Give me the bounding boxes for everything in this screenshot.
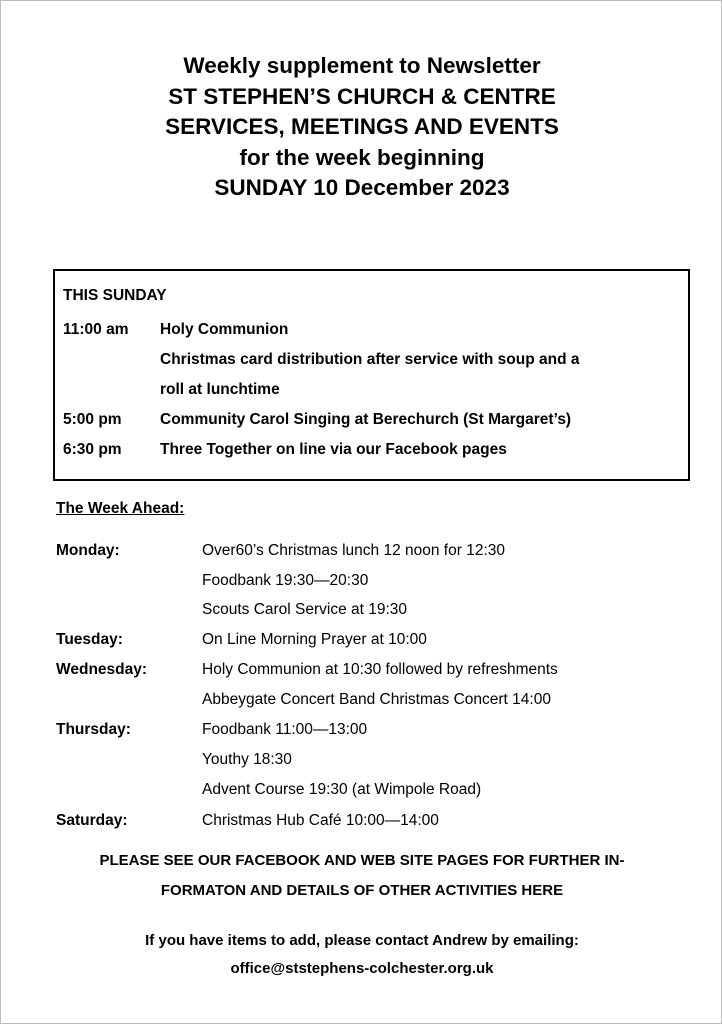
sunday-row-text: Holy Communion [160,321,289,338]
header-line-5: SUNDAY 10 December 2023 [214,175,510,200]
page-header [1,51,722,204]
event-item: Advent Course 19:30 (at Wimpole Road) [202,781,482,798]
notice-line-2: FORMATON AND DETAILS OF OTHER ACTIVITIES HERE [160,882,564,899]
day-label-saturday: Saturday: [56,812,128,829]
header-line-2: ST STEPHEN’S CHURCH & CENTRE [168,83,556,109]
header-line-3: SERVICES, MEETINGS AND EVENTS [165,114,559,139]
event-item: Holy Communion at 10:30 followed by refreshments [202,661,558,678]
sunday-row-text: Christmas card distribution after service with soup and a [160,351,580,368]
sunday-row [63,351,579,369]
sunday-row-text: Community Carol Singing at Berechurch (St Margaret’s) [160,411,572,428]
day-label-thursday: Thursday: [56,721,131,738]
event-item: On Line Morning Prayer at 10:00 [202,631,427,648]
event-item: Foodbank 11:00—13:00 [202,721,368,738]
week-ahead-title: The Week Ahead: [56,500,185,517]
sunday-row-time: 5:00 pm [63,411,122,428]
contact-email: office@ststephens-colchester.org.uk [230,960,494,977]
day-label-wednesday: Wednesday: [56,661,148,678]
this-sunday-box [53,269,690,481]
sunday-row [63,441,507,459]
header-line-4: for the week beginning [239,144,485,170]
day-label-tuesday: Tuesday: [56,631,123,648]
event-item: Youthy 18:30 [202,751,292,768]
event-item: Scouts Carol Service at 19:30 [202,601,408,618]
event-item: Foodbank 19:30—20:30 [202,572,369,589]
this-sunday-title: THIS SUNDAY [63,287,167,304]
event-item: Over60’s Christmas lunch 12 noon for 12:30 [202,542,505,559]
notice-line-1: PLEASE SEE OUR FACEBOOK AND WEB SITE PAGES FOR FURTHER IN- [99,852,625,869]
sunday-row-text: roll at lunchtime [160,381,280,398]
sunday-row-time: 11:00 am [63,321,129,338]
sunday-row-text: Three Together on line via our Facebook pages [160,441,507,458]
sunday-row [63,321,288,339]
sunday-row [63,411,571,429]
event-item: Abbeygate Concert Band Christmas Concert 14:00 [202,691,551,708]
header-line-1: Weekly supplement to Newsletter [183,53,541,78]
sunday-row [63,381,280,399]
day-label-monday: Monday: [56,542,120,559]
contact-line: If you have items to add, please contact Andrew by emailing: [145,932,579,949]
sunday-row-time: 6:30 pm [63,441,122,458]
event-item: Christmas Hub Café 10:00—14:00 [202,812,439,829]
